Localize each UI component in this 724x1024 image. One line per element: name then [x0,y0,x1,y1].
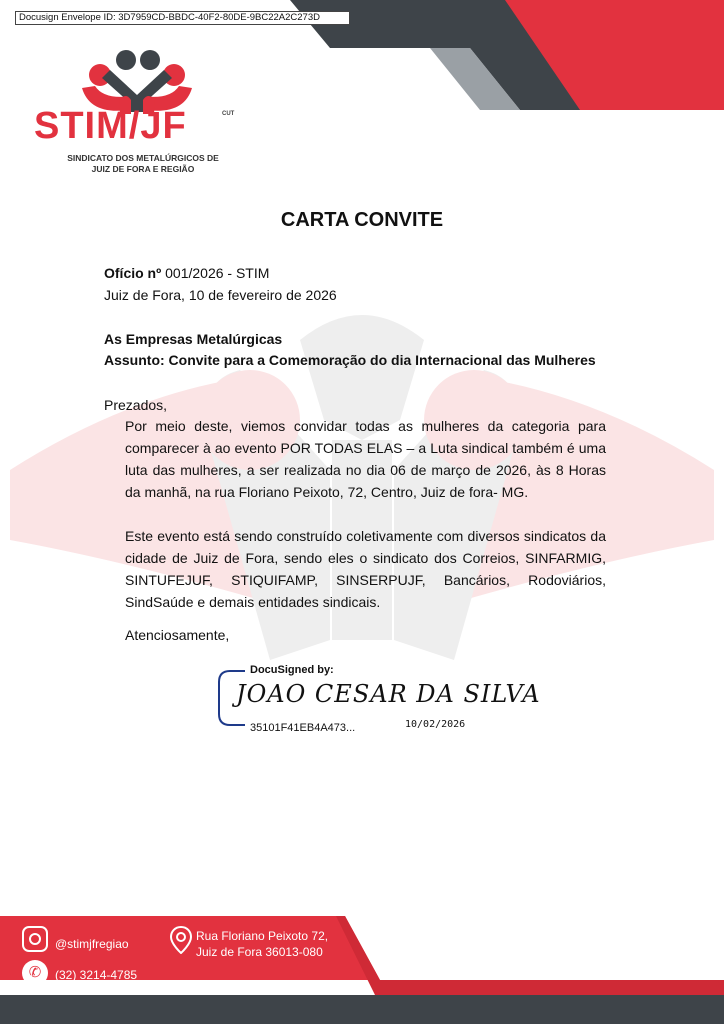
footer-dark-bar [0,995,724,1024]
letter-paragraph-1: Por meio deste, viemos convidar todas as mulheres da categoria para comparecer à ao evento POR TODAS ELAS – a Luta sindical também é uma luta das mulheres, a ser realizada no dia 06 de março de 2026, às 8 Horas da manhã, na rua Floriano Peixoto, 72, Centro, Juiz de fora- MG. [125,418,606,500]
brand-cut-label: CUT [222,111,235,117]
letter-place-date: Juiz de Fora, 10 de fevereiro de 2026 [104,287,337,303]
letter-subject: Assunto: Convite para a Comemoração do dia Internacional das Mulheres [104,352,596,368]
signature-date: 10/02/2026 [405,719,466,730]
footer-address-line1: Rua Floriano Peixoto 72, [196,929,329,943]
footer-instagram[interactable]: @stimjfregiao [55,937,129,951]
letter-paragraph-2: Este evento está sendo construído coletivamente com diversos sindicatos da cidade de Juiz de Fora, sendo eles o sindicato dos Correios, SINFARMIG, SINTUFEJUF, STIQUIFAMP, SINSERPUJF, Bancários, Rodoviários, SindSaúde e demais entidades sindicais. [125,528,606,610]
reference-value: 001/2026 - STIM [161,265,270,281]
location-pin-icon [170,926,192,954]
reference-label: Ofício nº [104,265,162,281]
brand-subtitle [63,153,223,175]
letter-closing: Atenciosamente, [125,627,230,643]
docusign-envelope-id: Docusign Envelope ID: 3D7959CD-BBDC-40F2-80DE-9BC22A2C273D [15,11,350,25]
letter-greeting: Prezados, [104,397,168,413]
brand-subtitle-line1: SINDICATO DOS METALÚRGICOS DE [67,153,219,163]
letter-recipient: As Empresas Metalúrgicas [104,331,283,347]
instagram-icon[interactable] [22,926,48,952]
footer-phone: (32) 3214-4785 [55,968,138,982]
letter-reference [104,263,269,283]
footer-address [196,928,328,960]
brand-name: STIM/JF [34,105,187,147]
footer-red-stripe [336,916,724,995]
phone-icon: ✆ [22,960,48,986]
signature-id: 35101F41EB4A473... [250,722,356,734]
signature-name: JOAO CESAR DA SILVA [236,680,541,708]
footer-address-line2: Juiz de Fora 36013-080 [196,945,323,959]
brand-subtitle-line2: JUIZ DE FORA E REGIÃO [91,164,195,174]
letter-title: CARTA CONVITE [280,209,444,231]
docusigned-label: DocuSigned by: [250,664,334,676]
